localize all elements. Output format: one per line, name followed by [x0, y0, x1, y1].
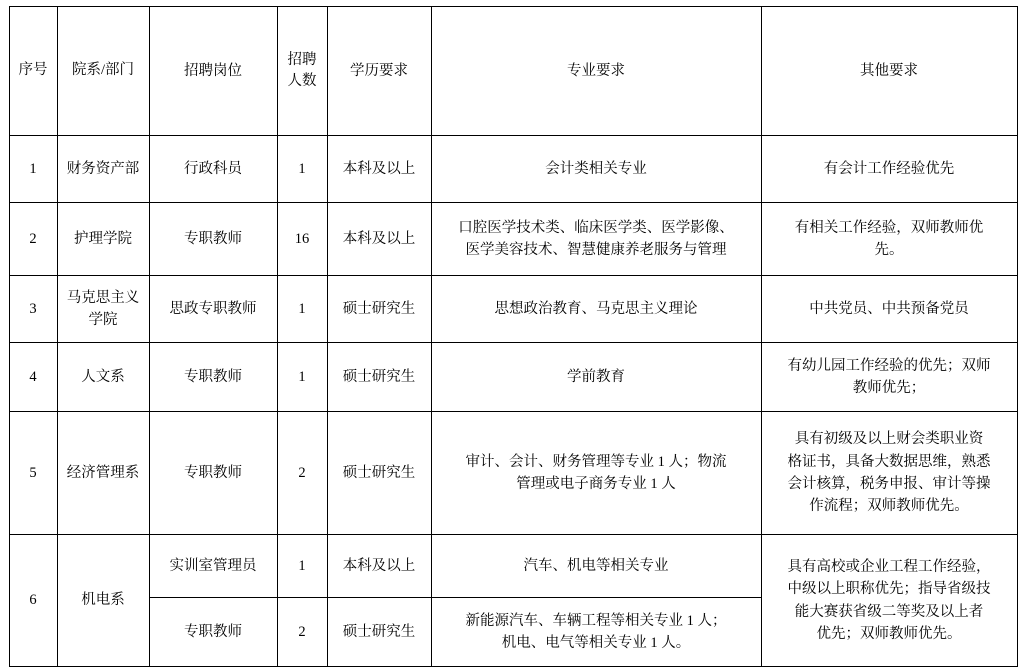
row-count: 16 [277, 203, 327, 276]
row-other-line: 有幼儿园工作经验的优先；双师 [787, 357, 991, 374]
row-count: 1 [277, 276, 327, 343]
row-other-line: 有相关工作经验，双师教师优 [794, 219, 984, 236]
row-edu: 本科及以上 [327, 203, 431, 276]
row-major-line: 汽车、机电等相关专业 [523, 557, 669, 574]
row-other-line: 具有初级及以上财会类职业资 [794, 431, 984, 448]
header-no-text: 序号 [18, 62, 48, 79]
row-major [431, 203, 761, 276]
row-post: 专职教师 [149, 343, 277, 412]
header-post [149, 7, 277, 136]
row-other [761, 535, 1017, 667]
row-other-line: 中级以上职称优先；指导省级技 [787, 581, 991, 598]
table-row [9, 203, 1017, 276]
row-major-line: 管理或电子商务专业 1 人 [516, 476, 676, 492]
header-count [277, 7, 327, 136]
header-other [761, 7, 1017, 136]
row-major [431, 598, 761, 667]
row-count: 1 [277, 343, 327, 412]
row-no: 5 [9, 412, 57, 535]
row-edu: 硕士研究生 [327, 276, 431, 343]
row-other-line: 具有高校或企业工程工作经验， [787, 558, 991, 575]
header-major [431, 7, 761, 136]
row-other-line: 会计核算，税务申报、审计等操 [787, 476, 991, 492]
row-other-line: 教师优先； [852, 380, 926, 396]
header-other-text: 其他要求 [860, 62, 918, 79]
row-major-line: 思想政治教育、马克思主义理论 [494, 300, 698, 317]
row-post: 行政科员 [149, 136, 277, 203]
row-edu: 硕士研究生 [327, 412, 431, 535]
header-edu-text: 学历要求 [350, 62, 408, 79]
header-post-text: 招聘岗位 [184, 62, 242, 79]
row-other-line: 有会计工作经验优先 [823, 160, 955, 177]
row-edu: 硕士研究生 [327, 343, 431, 412]
row-major-line: 审计、会计、财务管理等专业 1 人；物流 [465, 453, 727, 470]
header-major-text: 专业要求 [567, 62, 625, 79]
row-major-line: 会计类相关专业 [545, 160, 647, 177]
row-count: 1 [277, 535, 327, 598]
row-other [761, 136, 1017, 203]
header-dept-text: 院系/部门 [71, 62, 135, 79]
table-row [9, 412, 1017, 535]
row-major-line: 医学美容技术、智慧健康养老服务与管理 [465, 242, 727, 258]
row-other-line: 优先；双师教师优先。 [816, 625, 962, 642]
table-header-row [9, 7, 1017, 136]
row-no: 6 [9, 535, 57, 667]
row-other [761, 412, 1017, 535]
row-edu: 本科及以上 [327, 136, 431, 203]
row-other [761, 276, 1017, 343]
row-major [431, 276, 761, 343]
row-major [431, 343, 761, 412]
row-other-line: 能大赛获省级二等奖及以上者 [794, 603, 984, 620]
row-dept: 机电系 [57, 535, 149, 667]
row-dept: 马克思主义学院 [57, 276, 149, 343]
header-edu [327, 7, 431, 136]
row-other-line: 先。 [874, 242, 904, 258]
row-post: 专职教师 [149, 203, 277, 276]
row-count: 2 [277, 412, 327, 535]
row-other-line: 中共党员、中共预备党员 [809, 300, 969, 317]
row-no: 1 [9, 136, 57, 203]
row-other-line: 格证书，具备大数据思维，熟悉 [787, 453, 991, 470]
row-no: 2 [9, 203, 57, 276]
row-edu: 硕士研究生 [327, 598, 431, 667]
row-major [431, 412, 761, 535]
row-major-line: 学前教育 [567, 368, 625, 385]
row-count: 1 [277, 136, 327, 203]
row-no: 4 [9, 343, 57, 412]
row-dept: 财务资产部 [57, 136, 149, 203]
row-major-line: 口腔医学技术类、临床医学类、医学影像、 [458, 219, 734, 236]
row-major [431, 136, 761, 203]
header-dept [57, 7, 149, 136]
row-other [761, 203, 1017, 276]
row-major-line: 新能源汽车、车辆工程等相关专业 1 人； [465, 612, 727, 629]
row-post: 专职教师 [149, 598, 277, 667]
table-row [9, 276, 1017, 343]
row-post: 实训室管理员 [149, 535, 277, 598]
table-row [9, 136, 1017, 203]
row-edu: 本科及以上 [327, 535, 431, 598]
recruitment-table [9, 6, 1018, 667]
row-other [761, 343, 1017, 412]
table-row [9, 535, 1017, 598]
row-count: 2 [277, 598, 327, 667]
header-count-text: 招聘人数 [287, 51, 317, 89]
row-post: 思政专职教师 [149, 276, 277, 343]
table-row [9, 343, 1017, 412]
row-major-line: 机电、电气等相关专业 1 人。 [501, 635, 691, 651]
row-no: 3 [9, 276, 57, 343]
header-no [9, 7, 57, 136]
row-dept: 护理学院 [57, 203, 149, 276]
row-major [431, 535, 761, 598]
row-other-line: 作流程；双师教师优先。 [809, 498, 969, 515]
row-dept: 经济管理系 [57, 412, 149, 535]
row-dept: 人文系 [57, 343, 149, 412]
row-post: 专职教师 [149, 412, 277, 535]
